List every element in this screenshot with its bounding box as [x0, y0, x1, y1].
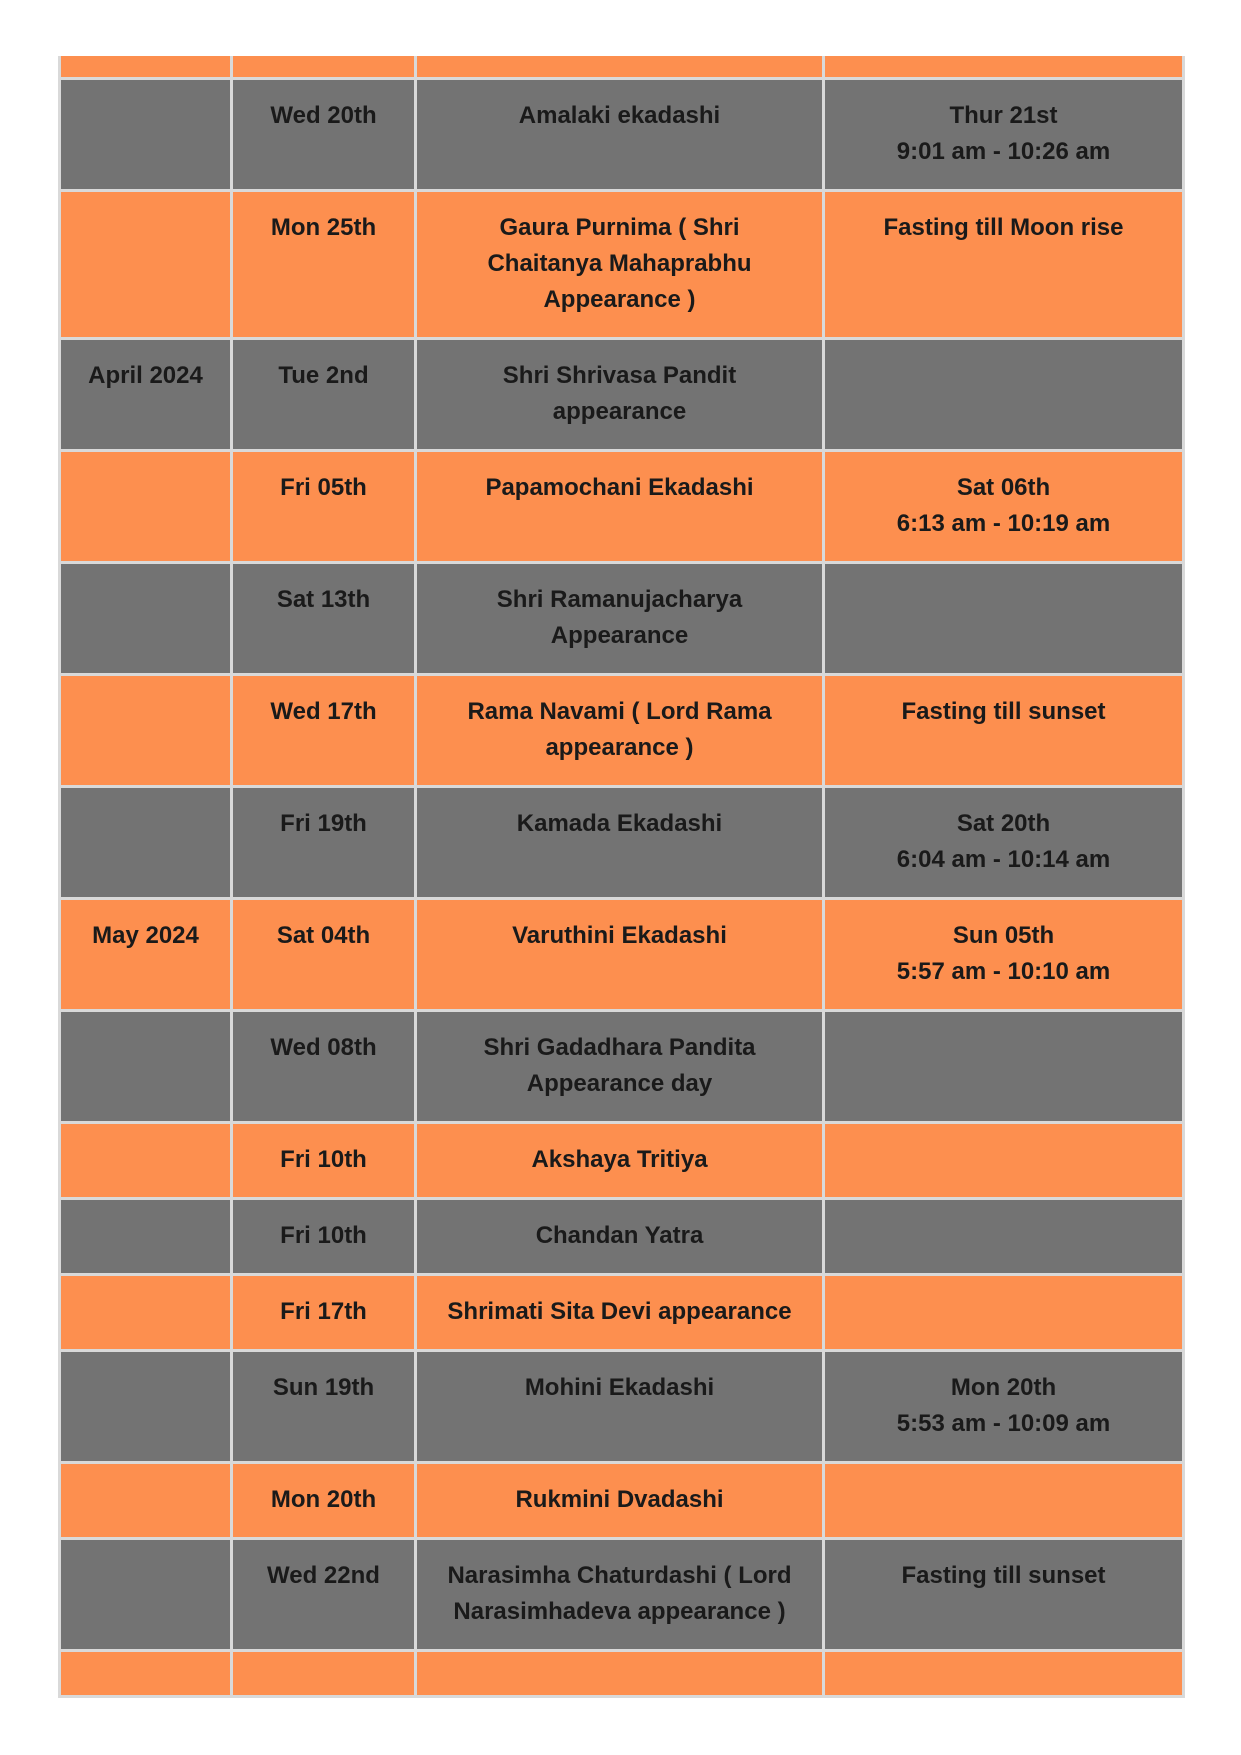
event-cell-line: Narasimha Chaturdashi ( Lord	[447, 1561, 792, 1589]
notes-cell	[824, 338, 1184, 450]
date-cell: Fri 05th	[232, 450, 416, 562]
calendar-row	[60, 562, 1184, 674]
notes-cell	[824, 56, 1184, 78]
event-cell-line: Appearance day	[526, 1069, 713, 1097]
date-cell: Fri 10th	[232, 1122, 416, 1198]
notes-cell	[824, 1274, 1184, 1350]
event-cell	[416, 1122, 824, 1198]
notes-cell-line: Fasting till Moon rise	[883, 213, 1124, 241]
calendar-row	[60, 190, 1184, 338]
event-cell-line: Kamada Ekadashi	[516, 809, 723, 837]
event-cell-line: Papamochani Ekadashi	[485, 473, 754, 501]
month-cell	[60, 1274, 232, 1350]
notes-cell	[824, 78, 1184, 190]
event-cell	[416, 190, 824, 338]
event-cell-line: Shrimati Sita Devi appearance	[447, 1297, 792, 1325]
event-cell	[416, 1538, 824, 1650]
date-cell	[232, 1650, 416, 1696]
month-cell	[60, 56, 232, 78]
notes-cell-line: 6:13 am - 10:19 am	[896, 509, 1111, 537]
event-cell-line: Gaura Purnima ( Shri	[499, 213, 740, 241]
calendar-row	[60, 56, 1184, 78]
notes-cell-line: 5:57 am - 10:10 am	[896, 957, 1111, 985]
calendar-row	[60, 1650, 1184, 1696]
month-cell	[60, 674, 232, 786]
date-cell: Fri 17th	[232, 1274, 416, 1350]
notes-cell-line: 6:04 am - 10:14 am	[896, 845, 1111, 873]
event-cell-line: Appearance	[550, 621, 689, 649]
month-cell	[60, 78, 232, 190]
date-cell: Sat 04th	[232, 898, 416, 1010]
notes-cell	[824, 1538, 1184, 1650]
event-cell-line: Mohini Ekadashi	[524, 1373, 715, 1401]
calendar-row	[60, 674, 1184, 786]
month-cell	[60, 1650, 232, 1696]
event-cell	[416, 1462, 824, 1538]
event-cell-line: Varuthini Ekadashi	[512, 921, 727, 949]
calendar-row	[60, 786, 1184, 898]
month-cell	[60, 1010, 232, 1122]
date-cell: Tue 2nd	[232, 338, 416, 450]
event-cell	[416, 1650, 824, 1696]
notes-cell	[824, 562, 1184, 674]
calendar-row	[60, 450, 1184, 562]
date-cell: Wed 17th	[232, 674, 416, 786]
notes-cell	[824, 1650, 1184, 1696]
event-cell	[416, 1274, 824, 1350]
month-cell	[60, 1462, 232, 1538]
calendar-row	[60, 1122, 1184, 1198]
event-cell-line: Narasimhadeva appearance )	[453, 1597, 786, 1625]
event-cell-line: Rama Navami ( Lord Rama	[467, 697, 772, 725]
event-cell	[416, 1350, 824, 1462]
month-cell	[60, 1198, 232, 1274]
event-cell-line: Shri Ramanujacharya	[496, 585, 743, 613]
calendar-row	[60, 1462, 1184, 1538]
notes-cell-line: 9:01 am - 10:26 am	[896, 137, 1111, 165]
month-cell	[60, 190, 232, 338]
notes-cell	[824, 786, 1184, 898]
notes-cell-line: Sat 06th	[956, 473, 1051, 501]
month-cell: April 2024	[60, 338, 232, 450]
event-cell-line: appearance	[552, 397, 687, 425]
event-cell	[416, 674, 824, 786]
event-cell-line: Rukmini Dvadashi	[515, 1485, 724, 1513]
event-cell	[416, 338, 824, 450]
notes-cell-line: Thur 21st	[949, 101, 1058, 129]
event-cell-line: Amalaki ekadashi	[518, 101, 721, 129]
calendar-row	[60, 1010, 1184, 1122]
date-cell: Mon 20th	[232, 1462, 416, 1538]
notes-cell	[824, 1462, 1184, 1538]
event-cell-line: Chandan Yatra	[535, 1221, 704, 1249]
festival-calendar-table	[58, 56, 1185, 1698]
notes-cell	[824, 190, 1184, 338]
calendar-body	[60, 56, 1184, 1696]
notes-cell-line: Mon 20th	[950, 1373, 1057, 1401]
month-cell	[60, 562, 232, 674]
calendar-row	[60, 1198, 1184, 1274]
notes-cell-line: Sun 05th	[952, 921, 1055, 949]
event-cell-line: Akshaya Tritiya	[531, 1145, 708, 1173]
notes-cell	[824, 450, 1184, 562]
event-cell	[416, 562, 824, 674]
event-cell	[416, 56, 824, 78]
calendar-row	[60, 78, 1184, 190]
notes-cell	[824, 674, 1184, 786]
date-cell: Mon 25th	[232, 190, 416, 338]
calendar-row	[60, 1274, 1184, 1350]
date-cell: Wed 22nd	[232, 1538, 416, 1650]
event-cell	[416, 898, 824, 1010]
notes-cell-line: Fasting till sunset	[901, 1561, 1106, 1589]
calendar-row	[60, 338, 1184, 450]
notes-cell-line: Sat 20th	[956, 809, 1051, 837]
notes-cell	[824, 1010, 1184, 1122]
event-cell-line: appearance )	[545, 733, 694, 761]
notes-cell-line: 5:53 am - 10:09 am	[896, 1409, 1111, 1437]
event-cell-line: Shri Gadadhara Pandita	[483, 1033, 756, 1061]
notes-cell-line: Fasting till sunset	[901, 697, 1106, 725]
calendar-row	[60, 1538, 1184, 1650]
month-cell	[60, 1350, 232, 1462]
notes-cell	[824, 1122, 1184, 1198]
date-cell: Wed 08th	[232, 1010, 416, 1122]
calendar-row	[60, 1350, 1184, 1462]
notes-cell	[824, 898, 1184, 1010]
event-cell	[416, 78, 824, 190]
event-cell-line: Chaitanya Mahaprabhu	[487, 249, 752, 277]
notes-cell	[824, 1198, 1184, 1274]
notes-cell	[824, 1350, 1184, 1462]
month-cell	[60, 450, 232, 562]
event-cell	[416, 1010, 824, 1122]
month-cell	[60, 1122, 232, 1198]
month-cell: May 2024	[60, 898, 232, 1010]
event-cell-line: Appearance )	[543, 285, 696, 313]
date-cell	[232, 56, 416, 78]
event-cell-line: Shri Shrivasa Pandit	[502, 361, 737, 389]
event-cell	[416, 1198, 824, 1274]
month-cell	[60, 1538, 232, 1650]
date-cell: Fri 19th	[232, 786, 416, 898]
date-cell: Wed 20th	[232, 78, 416, 190]
event-cell	[416, 786, 824, 898]
event-cell	[416, 450, 824, 562]
date-cell: Sun 19th	[232, 1350, 416, 1462]
calendar-row	[60, 898, 1184, 1010]
date-cell: Fri 10th	[232, 1198, 416, 1274]
month-cell	[60, 786, 232, 898]
date-cell: Sat 13th	[232, 562, 416, 674]
